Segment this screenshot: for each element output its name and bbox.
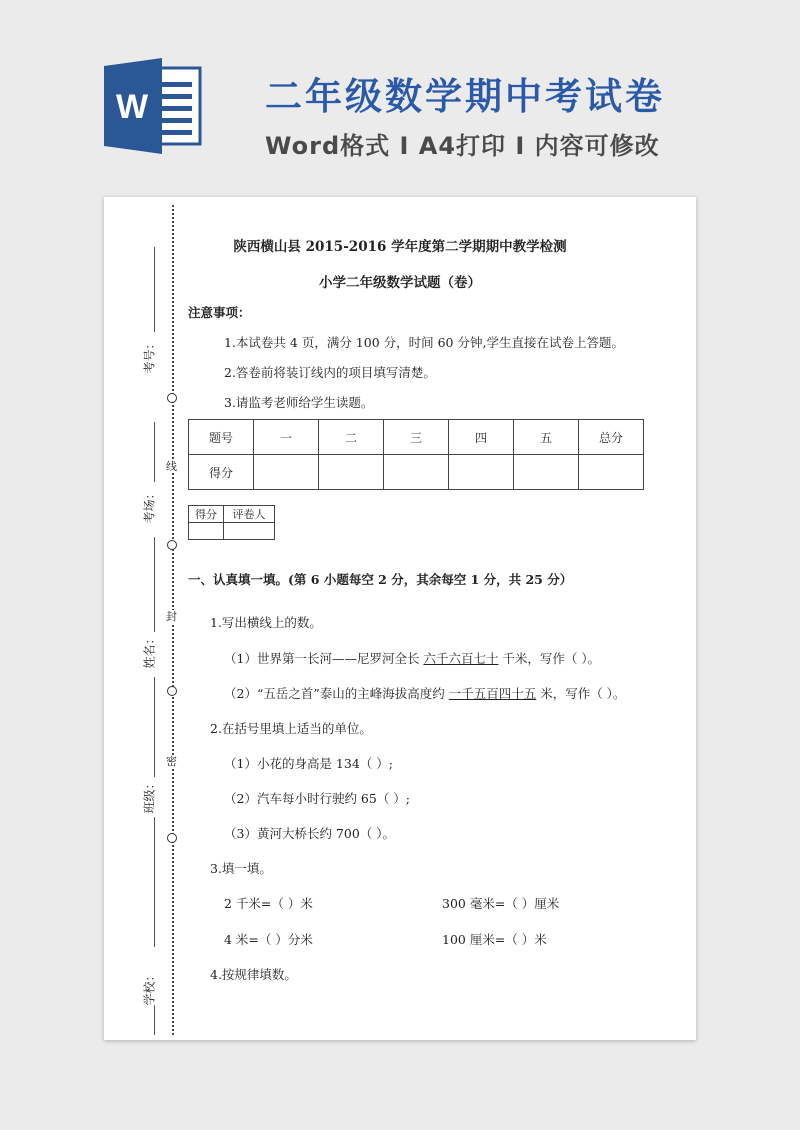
binding-blank-line [154, 817, 155, 947]
binding-hole [167, 686, 177, 696]
binding-label-exam-number: 考号： [142, 337, 157, 374]
exam-paper [104, 197, 696, 1040]
question-item: （2）汽车每小时行驶约 65（ ）; [224, 791, 411, 806]
score-cell[interactable] [319, 455, 384, 490]
binding-label-exam-room: 考场： [142, 487, 157, 524]
word-icon [102, 58, 206, 154]
doc-subtitle: 小学二年级数学试题（卷） [319, 275, 481, 291]
seal-char-secret: 密 [166, 755, 177, 768]
binding-blank-line [154, 537, 155, 632]
question-item [224, 684, 625, 702]
binding-blank-line [154, 1005, 155, 1035]
grader-header-cell: 评卷人 [224, 506, 275, 523]
binding-hole [167, 540, 177, 550]
score-header-cell: 三 [384, 420, 449, 455]
grader-table [188, 505, 275, 540]
score-cell[interactable] [514, 455, 579, 490]
grader-cell[interactable] [189, 523, 224, 540]
score-cell[interactable] [254, 455, 319, 490]
grader-header-cell: 得分 [189, 506, 224, 523]
note-item: 2.答卷前将装订线内的项目填写清楚。 [224, 365, 436, 380]
seal-char-seal: 封 [166, 610, 177, 623]
underlined-number: 六千六百七十 [423, 651, 499, 666]
binding-hole [167, 833, 177, 843]
score-header-cell: 二 [319, 420, 384, 455]
score-cell[interactable] [384, 455, 449, 490]
question-item: 4 米=（ ）分米 [224, 932, 313, 947]
banner-title: 二年级数学期中考试卷 [265, 75, 665, 118]
question-stem: 4.按规律填数。 [210, 967, 297, 982]
note-item: 3.请监考老师给学生读题。 [224, 395, 374, 410]
score-header-cell: 五 [514, 420, 579, 455]
notes-heading: 注意事项： [188, 305, 251, 320]
question-text: （2）“五岳之首”泰山的主峰海拔高度约 [224, 686, 449, 701]
svg-text:W: W [115, 88, 149, 126]
binding-label-name: 姓名： [142, 632, 157, 669]
binding-label-class: 班级： [142, 777, 157, 814]
score-header-cell: 一 [254, 420, 319, 455]
score-cell[interactable] [579, 455, 644, 490]
binding-hole [167, 393, 177, 403]
underlined-number: 一千五百四十五 [448, 686, 537, 701]
note-item: 1.本试卷共 4 页，满分 100 分，时间 60 分钟,学生直接在试卷上答题。 [224, 335, 624, 350]
question-item: （3）黄河大桥长约 700（ ）。 [224, 826, 396, 841]
banner-subtitle: Word格式 I A4打印 I 内容可修改 [265, 132, 660, 160]
score-header-cell: 总分 [579, 420, 644, 455]
score-row-label: 得分 [189, 455, 254, 490]
question-item: 300 毫米=（ ）厘米 [442, 896, 560, 911]
score-cell[interactable] [449, 455, 514, 490]
score-table [188, 419, 644, 490]
doc-title: 陕西横山县 2015-2016 学年度第二学期期中教学检测 [233, 239, 567, 255]
binding-blank-line [154, 677, 155, 777]
score-header-cell: 四 [449, 420, 514, 455]
question-stem: 1.写出横线上的数。 [210, 615, 322, 630]
question-text: 米，写作（ ）。 [536, 686, 626, 701]
question-stem: 2.在括号里填上适当的单位。 [210, 721, 372, 736]
score-header-cell: 题号 [189, 420, 254, 455]
question-item: 2 千米=（ ）米 [224, 896, 313, 911]
seal-char-line: 线 [166, 460, 177, 473]
question-item [224, 649, 600, 667]
binding-label-school: 学校： [142, 969, 157, 1006]
section-heading: 一、认真填一填。(第 6 小题每空 2 分，其余每空 1 分，共 25 分） [188, 572, 573, 587]
question-item: （1）小花的身高是 134（ ）; [224, 756, 393, 771]
question-text: （1）世界第一长河——尼罗河全长 [224, 651, 424, 666]
question-item: 100 厘米=（ ）米 [442, 932, 547, 947]
grader-cell[interactable] [224, 523, 275, 540]
question-stem: 3.填一填。 [210, 861, 272, 876]
question-text: 千米，写作（ ）。 [498, 651, 601, 666]
binding-blank-line [154, 422, 155, 482]
